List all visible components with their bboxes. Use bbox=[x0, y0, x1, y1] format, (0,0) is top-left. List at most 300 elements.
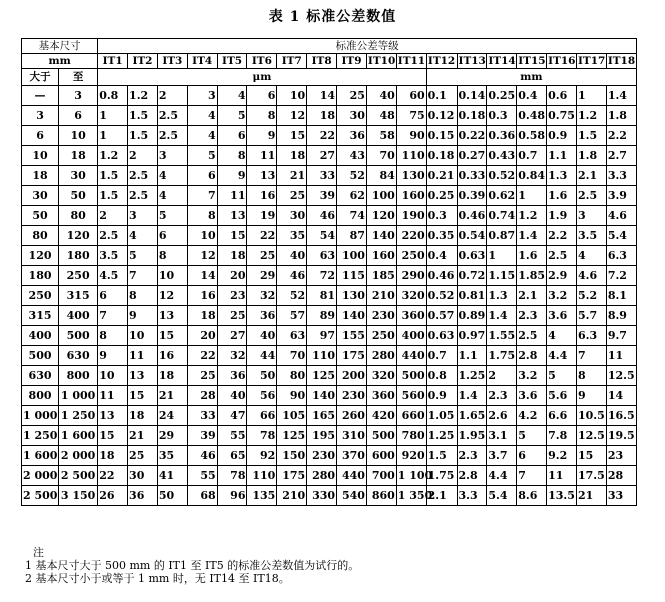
tolerance-mm-cell: 0.36 bbox=[487, 126, 517, 146]
tolerance-um-cell: 140 bbox=[337, 306, 367, 326]
tolerance-um-cell: 39 bbox=[307, 186, 337, 206]
tolerance-mm-cell: 0.25 bbox=[426, 186, 457, 206]
tolerance-mm-cell: 2.8 bbox=[517, 346, 547, 366]
grade-header-it14: IT14 bbox=[488, 55, 516, 67]
tolerance-um-cell: 110 bbox=[396, 146, 426, 166]
tolerance-mm-cell: 13.5 bbox=[547, 486, 577, 506]
tolerance-um-cell: 57 bbox=[277, 306, 307, 326]
tolerance-um-cell: 8 bbox=[98, 326, 128, 346]
tolerance-um-cell: 40 bbox=[366, 86, 396, 106]
tolerance-mm-cell: 4.6 bbox=[606, 206, 636, 226]
tolerance-mm-cell: 8 bbox=[576, 366, 606, 386]
tolerance-mm-cell: 0.89 bbox=[457, 306, 487, 326]
tolerance-um-cell: 2.5 bbox=[157, 126, 187, 146]
tolerance-um-cell: 210 bbox=[277, 486, 307, 506]
tolerance-um-cell: 135 bbox=[247, 486, 277, 506]
tolerance-mm-cell: 6.3 bbox=[576, 326, 606, 346]
tolerance-um-cell: 70 bbox=[277, 346, 307, 366]
tolerance-um-cell: 420 bbox=[366, 406, 396, 426]
tolerance-mm-cell: 1.3 bbox=[487, 286, 517, 306]
table-row bbox=[22, 446, 637, 466]
tolerance-um-cell: 12 bbox=[277, 106, 307, 126]
tolerance-um-cell: 540 bbox=[337, 486, 367, 506]
tolerance-mm-cell: 0.14 bbox=[457, 86, 487, 106]
size-over-cell: 1 000 bbox=[22, 406, 59, 426]
tolerance-mm-cell: 1.4 bbox=[457, 386, 487, 406]
tolerance-um-cell: 190 bbox=[396, 206, 426, 226]
tolerance-um-cell: 13 bbox=[217, 206, 247, 226]
table-row bbox=[22, 186, 637, 206]
tolerance-mm-cell: 0.25 bbox=[487, 86, 517, 106]
tolerance-mm-cell: 1.85 bbox=[517, 266, 547, 286]
tolerance-um-cell: 10 bbox=[277, 86, 307, 106]
tolerance-um-cell: 155 bbox=[337, 326, 367, 346]
tolerance-mm-cell: 3.1 bbox=[487, 426, 517, 446]
tolerance-um-cell: 22 bbox=[307, 126, 337, 146]
size-over-cell: 30 bbox=[22, 186, 59, 206]
tolerance-mm-cell: 10.5 bbox=[576, 406, 606, 426]
tolerance-mm-cell: 0.27 bbox=[457, 146, 487, 166]
tolerance-um-cell: 10 bbox=[157, 266, 187, 286]
table-row bbox=[22, 306, 637, 326]
tolerance-um-cell: 25 bbox=[128, 446, 158, 466]
tolerance-mm-cell: 2.1 bbox=[517, 286, 547, 306]
size-over-cell: 2 500 bbox=[22, 486, 59, 506]
tolerance-um-cell: 5 bbox=[157, 206, 187, 226]
grade-header-it10: IT10 bbox=[367, 55, 396, 67]
tolerance-um-cell: 15 bbox=[157, 326, 187, 346]
tolerance-um-cell: 1.5 bbox=[98, 166, 128, 186]
tolerance-um-cell: 310 bbox=[337, 426, 367, 446]
tolerance-um-cell: 290 bbox=[396, 266, 426, 286]
tolerance-um-cell: 30 bbox=[337, 106, 367, 126]
grade-header-it4: IT4 bbox=[187, 54, 217, 69]
tolerance-um-cell: 230 bbox=[307, 446, 337, 466]
tolerance-um-cell: 28 bbox=[187, 386, 217, 406]
tolerance-mm-cell: 1.6 bbox=[517, 246, 547, 266]
tolerance-mm-cell: 4.2 bbox=[517, 406, 547, 426]
tolerance-um-cell: 2.5 bbox=[128, 186, 158, 206]
tolerance-um-cell: 1.5 bbox=[128, 106, 158, 126]
tolerance-um-cell: 110 bbox=[247, 466, 277, 486]
tolerance-um-cell: 105 bbox=[277, 406, 307, 426]
tolerance-um-cell: 68 bbox=[187, 486, 217, 506]
tolerance-um-cell: 70 bbox=[366, 146, 396, 166]
tolerance-um-cell: 6 bbox=[247, 86, 277, 106]
tolerance-um-cell: 27 bbox=[307, 146, 337, 166]
tolerance-um-cell: 140 bbox=[307, 386, 337, 406]
basic-size-header: 基本尺寸 bbox=[22, 39, 98, 54]
size-upto-cell: 400 bbox=[59, 306, 98, 326]
tolerance-mm-cell: 3.5 bbox=[576, 226, 606, 246]
tolerance-um-cell: 13 bbox=[247, 166, 277, 186]
tolerance-um-cell: 130 bbox=[337, 286, 367, 306]
tolerance-um-cell: 560 bbox=[396, 386, 426, 406]
tolerance-um-cell: 4 bbox=[157, 166, 187, 186]
tolerance-mm-cell: 0.6 bbox=[547, 86, 577, 106]
table-row bbox=[22, 326, 637, 346]
tolerance-mm-cell: 1.55 bbox=[487, 326, 517, 346]
tolerance-um-cell: 43 bbox=[337, 146, 367, 166]
tolerance-um-cell: 4 bbox=[217, 86, 247, 106]
size-over-cell: 6 bbox=[22, 126, 59, 146]
tolerance-um-cell: 5 bbox=[128, 246, 158, 266]
tolerance-um-cell: 78 bbox=[217, 466, 247, 486]
tolerance-um-cell: 6 bbox=[187, 166, 217, 186]
tolerance-um-cell: 2.5 bbox=[98, 226, 128, 246]
size-upto-cell: 18 bbox=[59, 146, 98, 166]
tolerance-mm-cell: 0.74 bbox=[487, 206, 517, 226]
size-over-cell: 250 bbox=[22, 286, 59, 306]
tolerance-um-cell: 14 bbox=[187, 266, 217, 286]
tolerance-um-cell: 175 bbox=[277, 466, 307, 486]
tolerance-um-cell: 150 bbox=[277, 446, 307, 466]
tolerance-um-cell: 330 bbox=[307, 486, 337, 506]
tolerance-um-cell: 25 bbox=[217, 306, 247, 326]
tolerance-um-cell: 54 bbox=[307, 226, 337, 246]
tolerance-um-cell: 18 bbox=[98, 446, 128, 466]
table-row bbox=[22, 166, 637, 186]
tolerance-um-cell: 97 bbox=[307, 326, 337, 346]
tolerance-um-cell: 10 bbox=[98, 366, 128, 386]
tolerance-um-cell: 8 bbox=[157, 246, 187, 266]
tolerance-mm-cell: 2.5 bbox=[576, 186, 606, 206]
size-over-cell: 180 bbox=[22, 266, 59, 286]
table-row bbox=[22, 386, 637, 406]
unit-um-header: μm bbox=[98, 69, 426, 86]
tolerance-um-cell: 130 bbox=[396, 166, 426, 186]
table-row bbox=[22, 246, 637, 266]
tolerance-um-cell: 250 bbox=[396, 246, 426, 266]
tolerance-um-cell: 230 bbox=[337, 386, 367, 406]
tolerance-mm-cell: 1 bbox=[487, 246, 517, 266]
tolerance-um-cell: 13 bbox=[128, 366, 158, 386]
table-row bbox=[22, 346, 637, 366]
tolerance-um-cell: 8 bbox=[128, 286, 158, 306]
tolerance-um-cell: 25 bbox=[277, 186, 307, 206]
tolerance-um-cell: 11 bbox=[247, 146, 277, 166]
tolerance-um-cell: 58 bbox=[366, 126, 396, 146]
tolerance-mm-cell: 1.4 bbox=[517, 226, 547, 246]
size-upto-cell: 630 bbox=[59, 346, 98, 366]
tolerance-um-cell: 1.2 bbox=[98, 146, 128, 166]
tolerance-um-cell: 165 bbox=[307, 406, 337, 426]
tolerance-mm-cell: 5.4 bbox=[487, 486, 517, 506]
size-upto-cell: 180 bbox=[59, 246, 98, 266]
tolerance-um-cell: 5 bbox=[217, 106, 247, 126]
tolerance-um-cell: 10 bbox=[187, 226, 217, 246]
tolerance-um-cell: 96 bbox=[217, 486, 247, 506]
tolerance-um-cell: 100 bbox=[337, 246, 367, 266]
tolerance-um-cell: 30 bbox=[277, 206, 307, 226]
tolerance-mm-cell: 0.4 bbox=[426, 246, 457, 266]
tolerance-mm-cell: 0.46 bbox=[457, 206, 487, 226]
tolerance-mm-cell: 4.4 bbox=[487, 466, 517, 486]
tolerance-um-cell: 440 bbox=[396, 346, 426, 366]
tolerance-mm-cell: 3.7 bbox=[487, 446, 517, 466]
tolerance-mm-cell: 3.9 bbox=[606, 186, 636, 206]
grade-header-it16: IT16 bbox=[548, 55, 576, 67]
tolerance-um-cell: 200 bbox=[337, 366, 367, 386]
grade-header-it2: IT2 bbox=[128, 54, 158, 69]
tolerance-um-cell: 23 bbox=[217, 286, 247, 306]
header-row-grades bbox=[22, 54, 637, 69]
tolerance-um-cell: 80 bbox=[277, 366, 307, 386]
tolerance-um-cell: 250 bbox=[366, 326, 396, 346]
tolerance-um-cell: 74 bbox=[337, 206, 367, 226]
tolerance-um-cell: 400 bbox=[396, 326, 426, 346]
tolerance-um-cell: 89 bbox=[307, 306, 337, 326]
tolerance-um-cell: 15 bbox=[128, 386, 158, 406]
tolerance-mm-cell: 9.7 bbox=[606, 326, 636, 346]
table-row bbox=[22, 226, 637, 246]
tolerance-um-cell: 0.8 bbox=[98, 86, 128, 106]
tolerance-um-cell: 87 bbox=[337, 226, 367, 246]
tolerance-mm-cell: 33 bbox=[606, 486, 636, 506]
size-upto-cell: 3 150 bbox=[59, 486, 98, 506]
tolerance-um-cell: 2.5 bbox=[128, 166, 158, 186]
tolerance-um-cell: 4 bbox=[187, 126, 217, 146]
tolerance-um-cell: 10 bbox=[128, 326, 158, 346]
tolerance-mm-cell: 12.5 bbox=[576, 426, 606, 446]
tolerance-mm-cell: 7.2 bbox=[606, 266, 636, 286]
tolerance-um-cell: 780 bbox=[396, 426, 426, 446]
tolerance-mm-cell: 0.58 bbox=[517, 126, 547, 146]
tolerance-mm-cell: 0.63 bbox=[426, 326, 457, 346]
tolerance-um-cell: 220 bbox=[396, 226, 426, 246]
tolerance-um-cell: 440 bbox=[337, 466, 367, 486]
tolerance-um-cell: 360 bbox=[396, 306, 426, 326]
size-over-cell: 2 000 bbox=[22, 466, 59, 486]
tolerance-mm-cell: 1.25 bbox=[426, 426, 457, 446]
tolerance-um-cell: 11 bbox=[217, 186, 247, 206]
tolerance-mm-cell: 0.43 bbox=[487, 146, 517, 166]
notes-label: 注 bbox=[33, 546, 44, 559]
tolerance-um-cell: 115 bbox=[337, 266, 367, 286]
tolerance-mm-cell: 1.4 bbox=[487, 306, 517, 326]
size-upto-cell: 315 bbox=[59, 286, 98, 306]
size-upto-cell: 30 bbox=[59, 166, 98, 186]
tolerance-um-cell: 370 bbox=[337, 446, 367, 466]
tolerance-um-cell: 18 bbox=[307, 106, 337, 126]
tolerance-um-cell: 18 bbox=[217, 246, 247, 266]
tolerance-um-cell: 3 bbox=[157, 146, 187, 166]
tolerance-um-cell: 18 bbox=[277, 146, 307, 166]
grade-header-it9: IT9 bbox=[337, 54, 367, 69]
tolerance-mm-cell: 3 bbox=[576, 206, 606, 226]
tolerance-mm-cell: 2.3 bbox=[517, 306, 547, 326]
tolerance-mm-cell: 0.46 bbox=[426, 266, 457, 286]
tolerance-um-cell: 13 bbox=[157, 306, 187, 326]
tolerance-um-cell: 40 bbox=[217, 386, 247, 406]
tolerance-um-cell: 81 bbox=[307, 286, 337, 306]
size-upto-cell: 6 bbox=[59, 106, 98, 126]
tolerance-mm-cell: 11 bbox=[547, 466, 577, 486]
tolerance-um-cell: 29 bbox=[247, 266, 277, 286]
tolerance-um-cell: 62 bbox=[337, 186, 367, 206]
tolerance-mm-cell: 2.1 bbox=[576, 166, 606, 186]
size-over-cell: 1 250 bbox=[22, 426, 59, 446]
tolerance-um-cell: 600 bbox=[366, 446, 396, 466]
header-row-1 bbox=[22, 39, 637, 54]
tolerance-um-cell: 36 bbox=[128, 486, 158, 506]
tolerance-um-cell: 185 bbox=[366, 266, 396, 286]
tolerance-um-cell: 46 bbox=[277, 266, 307, 286]
tolerance-mm-cell: 1 bbox=[576, 86, 606, 106]
tolerance-um-cell: 72 bbox=[307, 266, 337, 286]
tolerance-mm-cell: 0.48 bbox=[517, 106, 547, 126]
tolerance-um-cell: 15 bbox=[98, 426, 128, 446]
tolerance-um-cell: 500 bbox=[396, 366, 426, 386]
tolerance-um-cell: 280 bbox=[307, 466, 337, 486]
tolerance-mm-cell: 0.21 bbox=[426, 166, 457, 186]
tolerance-um-cell: 9 bbox=[98, 346, 128, 366]
tolerance-um-cell: 3 bbox=[187, 86, 217, 106]
tolerance-um-cell: 30 bbox=[128, 466, 158, 486]
table-row bbox=[22, 466, 637, 486]
table-row bbox=[22, 426, 637, 446]
tolerance-mm-cell: 6 bbox=[517, 446, 547, 466]
tolerance-mm-cell: 1.5 bbox=[426, 446, 457, 466]
tolerance-um-cell: 36 bbox=[337, 126, 367, 146]
tolerance-um-cell: 280 bbox=[366, 346, 396, 366]
tolerance-um-cell: 4 bbox=[187, 106, 217, 126]
tolerance-mm-cell: 0.4 bbox=[517, 86, 547, 106]
tolerance-mm-cell: 7 bbox=[517, 466, 547, 486]
tolerance-um-cell: 9 bbox=[217, 166, 247, 186]
tolerance-um-cell: 3.5 bbox=[98, 246, 128, 266]
tolerance-um-cell: 16 bbox=[247, 186, 277, 206]
tolerance-mm-cell: 1.25 bbox=[457, 366, 487, 386]
tolerance-um-cell: 48 bbox=[366, 106, 396, 126]
tolerance-mm-cell: 0.7 bbox=[517, 146, 547, 166]
size-upto-cell: 120 bbox=[59, 226, 98, 246]
tolerance-um-cell: 19 bbox=[247, 206, 277, 226]
tolerance-um-cell: 29 bbox=[157, 426, 187, 446]
header-row-units bbox=[22, 69, 637, 86]
tolerance-um-cell: 24 bbox=[157, 406, 187, 426]
tolerance-table-wrapper bbox=[21, 38, 637, 506]
tolerance-mm-cell: 0.33 bbox=[457, 166, 487, 186]
grade-header-it17: IT17 bbox=[577, 55, 606, 67]
tolerance-um-cell: 21 bbox=[277, 166, 307, 186]
tolerance-mm-cell: 2.6 bbox=[487, 406, 517, 426]
tolerance-um-cell: 500 bbox=[366, 426, 396, 446]
table-row bbox=[22, 406, 637, 426]
tolerance-mm-cell: 1.1 bbox=[457, 346, 487, 366]
grade-header-it18: IT18 bbox=[607, 55, 636, 67]
tolerance-um-cell: 8 bbox=[217, 146, 247, 166]
tolerance-um-cell: 1 bbox=[98, 126, 128, 146]
tolerance-um-cell: 22 bbox=[98, 466, 128, 486]
size-upto-cell: 2 000 bbox=[59, 446, 98, 466]
tolerance-um-cell: 44 bbox=[247, 346, 277, 366]
table-row bbox=[22, 146, 637, 166]
tolerance-um-cell: 700 bbox=[366, 466, 396, 486]
size-upto-cell: 1 000 bbox=[59, 386, 98, 406]
tolerance-um-cell: 2 bbox=[157, 86, 187, 106]
tolerance-um-cell: 210 bbox=[366, 286, 396, 306]
tolerance-mm-cell: 16.5 bbox=[606, 406, 636, 426]
tolerance-mm-cell: 23 bbox=[606, 446, 636, 466]
tolerance-um-cell: 1 350 bbox=[396, 486, 426, 506]
tolerance-mm-cell: 0.72 bbox=[457, 266, 487, 286]
tolerance-mm-cell: 0.62 bbox=[487, 186, 517, 206]
tolerance-um-cell: 63 bbox=[277, 326, 307, 346]
tolerance-mm-cell: 0.52 bbox=[426, 286, 457, 306]
tolerance-um-cell: 22 bbox=[187, 346, 217, 366]
size-upto-cell: 250 bbox=[59, 266, 98, 286]
tolerance-um-cell: 21 bbox=[128, 426, 158, 446]
size-over-cell: 10 bbox=[22, 146, 59, 166]
tolerance-mm-cell: 0.87 bbox=[487, 226, 517, 246]
tolerance-mm-cell: 5 bbox=[547, 366, 577, 386]
tolerance-um-cell: 660 bbox=[396, 406, 426, 426]
grade-header-it5: IT5 bbox=[217, 54, 247, 69]
tolerance-mm-cell: 3.6 bbox=[517, 386, 547, 406]
size-over-cell: 315 bbox=[22, 306, 59, 326]
tolerance-um-cell: 7 bbox=[128, 266, 158, 286]
tolerance-um-cell: 66 bbox=[247, 406, 277, 426]
tolerance-um-cell: 40 bbox=[247, 326, 277, 346]
over-header: 大于 bbox=[22, 69, 59, 86]
tolerance-mm-cell: 15 bbox=[576, 446, 606, 466]
notes bbox=[21, 546, 637, 585]
tolerance-um-cell: 32 bbox=[247, 286, 277, 306]
tolerance-mm-cell: 7.8 bbox=[547, 426, 577, 446]
tolerance-um-cell: 12 bbox=[187, 246, 217, 266]
tolerance-um-cell: 11 bbox=[128, 346, 158, 366]
tolerance-mm-cell: 3.6 bbox=[547, 306, 577, 326]
tolerance-um-cell: 2 bbox=[98, 206, 128, 226]
tolerance-mm-cell: 2.7 bbox=[606, 146, 636, 166]
tolerance-um-cell: 46 bbox=[187, 446, 217, 466]
tolerance-mm-cell: 4.6 bbox=[576, 266, 606, 286]
tolerance-um-cell: 160 bbox=[366, 246, 396, 266]
tolerance-mm-cell: 0.1 bbox=[426, 86, 457, 106]
tolerance-um-cell: 7 bbox=[187, 186, 217, 206]
tolerance-um-cell: 8 bbox=[247, 106, 277, 126]
tolerance-um-cell: 33 bbox=[187, 406, 217, 426]
size-upto-cell: 3 bbox=[59, 86, 98, 106]
tolerance-um-cell: 16 bbox=[187, 286, 217, 306]
tolerance-um-cell: 22 bbox=[247, 226, 277, 246]
tolerance-mm-cell: 4 bbox=[576, 246, 606, 266]
tolerance-mm-cell: 0.18 bbox=[426, 146, 457, 166]
tolerance-mm-cell: 0.3 bbox=[426, 206, 457, 226]
tolerance-mm-cell: 0.84 bbox=[517, 166, 547, 186]
tolerance-um-cell: 9 bbox=[128, 306, 158, 326]
grade-header-it8: IT8 bbox=[307, 54, 337, 69]
tolerance-um-cell: 860 bbox=[366, 486, 396, 506]
tolerance-mm-cell: 8.9 bbox=[606, 306, 636, 326]
tolerance-um-cell: 36 bbox=[247, 306, 277, 326]
grade-header-it7: IT7 bbox=[277, 54, 307, 69]
tolerance-mm-cell: 19.5 bbox=[606, 426, 636, 446]
tolerance-um-cell: 75 bbox=[396, 106, 426, 126]
tolerance-mm-cell: 1.3 bbox=[547, 166, 577, 186]
tolerance-um-cell: 230 bbox=[366, 306, 396, 326]
tolerance-mm-cell: 1.4 bbox=[606, 86, 636, 106]
tolerance-um-cell: 195 bbox=[307, 426, 337, 446]
tolerance-mm-cell: 2.9 bbox=[547, 266, 577, 286]
tolerance-um-cell: 35 bbox=[157, 446, 187, 466]
tolerance-um-cell: 16 bbox=[157, 346, 187, 366]
table-row bbox=[22, 266, 637, 286]
tolerance-mm-cell: 0.81 bbox=[457, 286, 487, 306]
tolerance-um-cell: 8 bbox=[187, 206, 217, 226]
tolerance-mm-cell: 0.97 bbox=[457, 326, 487, 346]
